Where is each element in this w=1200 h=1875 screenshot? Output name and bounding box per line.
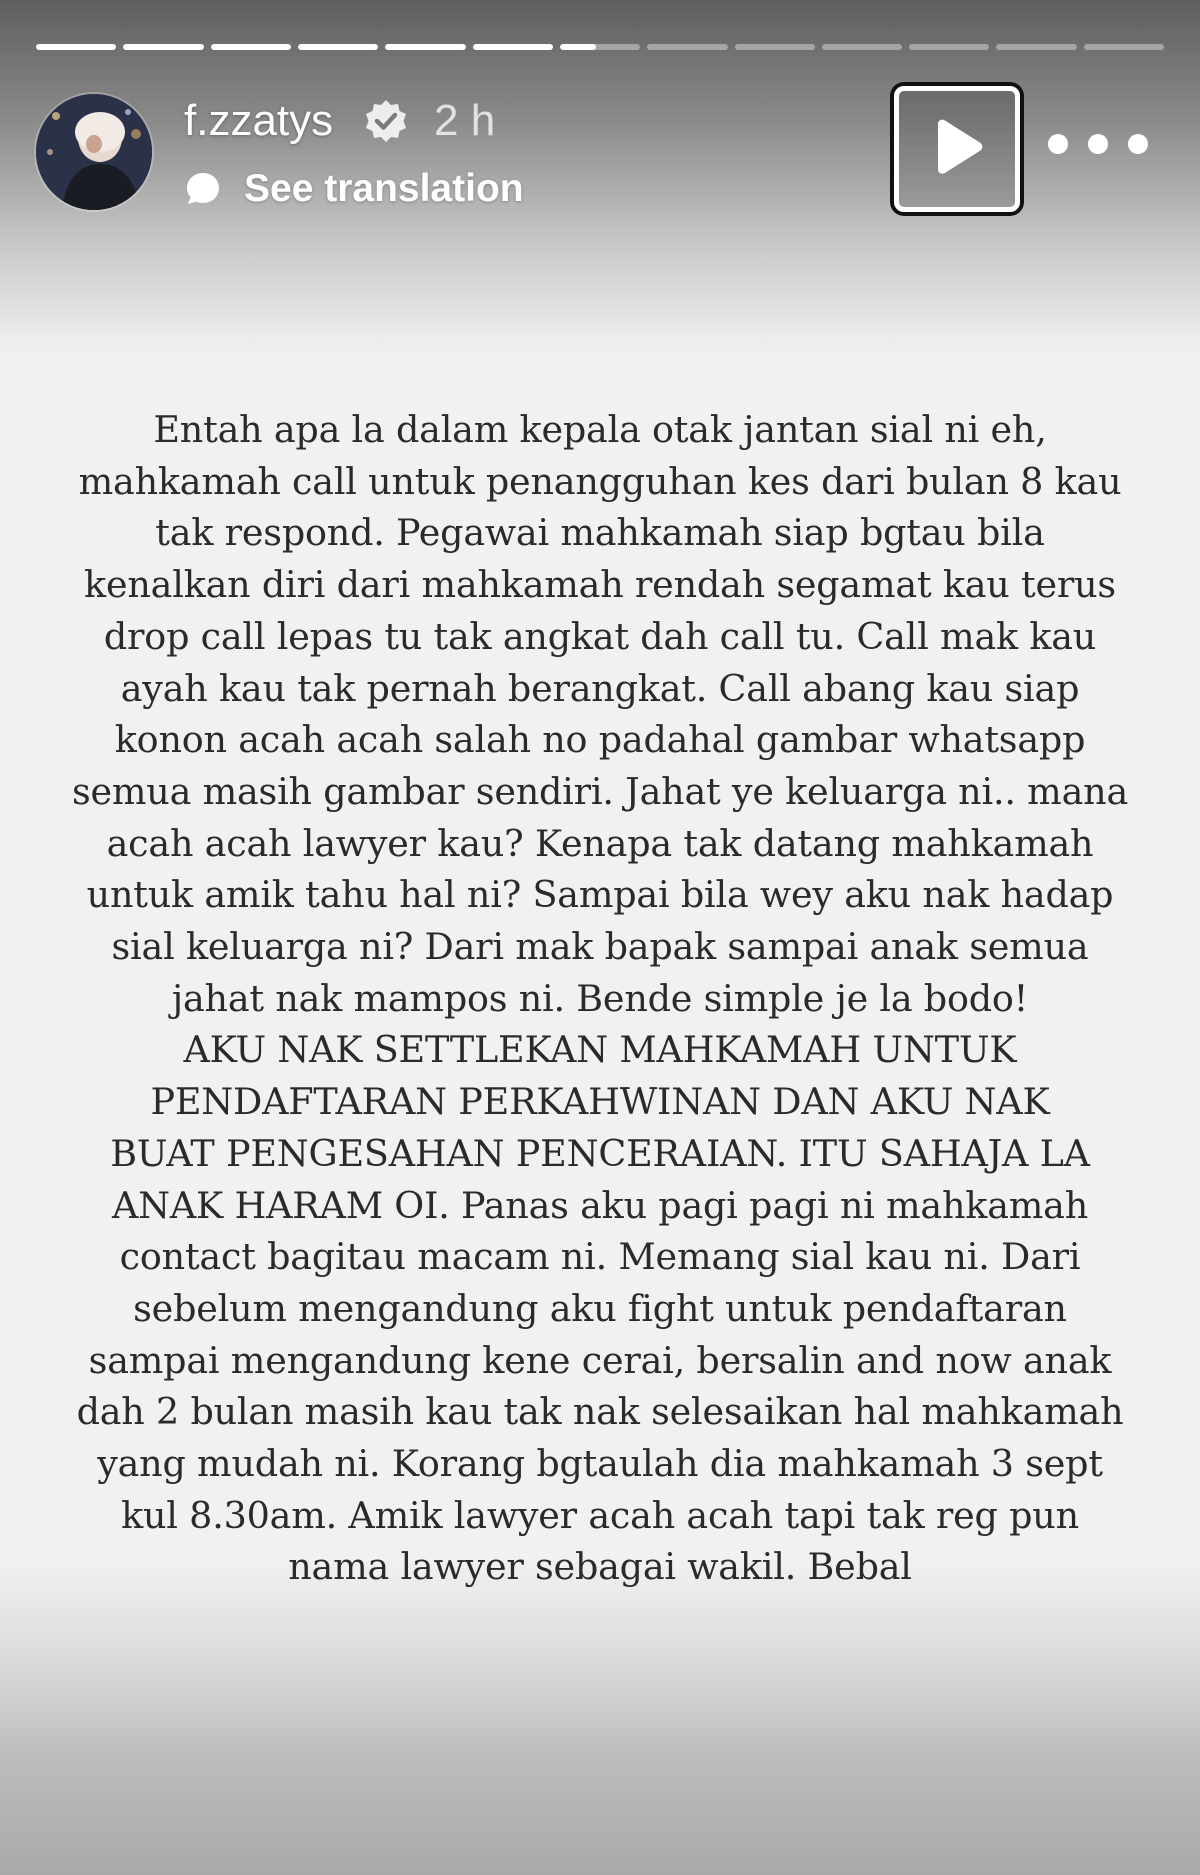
progress-segment-fill — [473, 44, 553, 50]
progress-segment-fill — [36, 44, 116, 50]
progress-segment — [36, 44, 116, 50]
more-options-icon-dot — [1088, 134, 1108, 154]
story-text-content: Entah apa la dalam kepala otak jantan sial ni eh, mahkamah call untuk penangguhan kes dari bulan 8 kau tak respond. Pegawai mahkamah siap bgtau bila kenalkan diri dari mahkamah rendah segamat kau terus drop call lepas tu tak angkat dah call tu. Call mak kau ayah kau tak pernah berangkat. Call abang kau siap konon acah acah salah no padahal gambar whatsapp semua masih gambar sendiri. Jahat ye keluarga ni.. mana acah acah lawyer kau? Kenapa tak datang mahkamah untuk amik tahu hal ni? Sampai bila wey aku nak hadap sial keluarga ni? Dari mak bapak sampai anak semua jahat nak mampos ni. Bende simple je la bodo! AKU NAK SETTLEKAN MAHKAMAH UNTUK PENDAFTARAN PERKAHWINAN DAN AKU NAK BUAT PENGESAHAN PENCERAIAN. ITU SAHAJA LA ANAK HARAM OI. Panas aku pagi pagi ni mahkamah contact bagitau macam ni. Memang sial kau ni. Dari sebelum mengandung aku fight untuk pendaftaran sampai mengandung kene cerai, bersalin and now anak dah 2 bulan masih kau tak nak selesaikan hal mahkamah yang mudah ni. Korang bgtaulah dia mahkamah 3 sept kul 8.30am. Amik lawyer acah acah tapi tak reg pun nama lawyer sebagai wakil. Bebal — [71, 408, 1129, 1589]
username[interactable]: f.zzatys — [184, 96, 334, 145]
progress-segment-fill — [211, 44, 291, 50]
progress-segment-fill — [298, 44, 378, 50]
translation-bubble-icon — [184, 170, 222, 208]
progress-segment — [473, 44, 553, 50]
progress-segment-fill — [560, 44, 596, 50]
post-time: 2 h — [434, 96, 496, 145]
progress-segment — [647, 44, 727, 50]
progress-segment — [211, 44, 291, 50]
progress-segment — [123, 44, 203, 50]
play-icon — [928, 118, 986, 180]
progress-segment — [298, 44, 378, 50]
avatar-image — [36, 94, 152, 210]
progress-segment — [996, 44, 1076, 50]
more-options-button[interactable] — [1048, 114, 1148, 174]
verified-badge-icon — [362, 98, 410, 146]
play-button[interactable] — [894, 86, 1020, 212]
more-options-icon — [1048, 134, 1068, 154]
user-avatar[interactable] — [36, 94, 152, 210]
story-header — [36, 92, 1164, 222]
progress-segment — [909, 44, 989, 50]
see-translation-button[interactable] — [184, 164, 524, 214]
more-options-icon-dot — [1128, 134, 1148, 154]
progress-segment — [560, 44, 640, 50]
progress-segment — [1084, 44, 1164, 50]
progress-segment — [822, 44, 902, 50]
progress-segment — [735, 44, 815, 50]
progress-segment — [385, 44, 465, 50]
progress-segment-fill — [123, 44, 203, 50]
see-translation-label: See translation — [244, 167, 524, 210]
progress-segment-fill — [385, 44, 465, 50]
story-progress-bar — [36, 44, 1164, 50]
